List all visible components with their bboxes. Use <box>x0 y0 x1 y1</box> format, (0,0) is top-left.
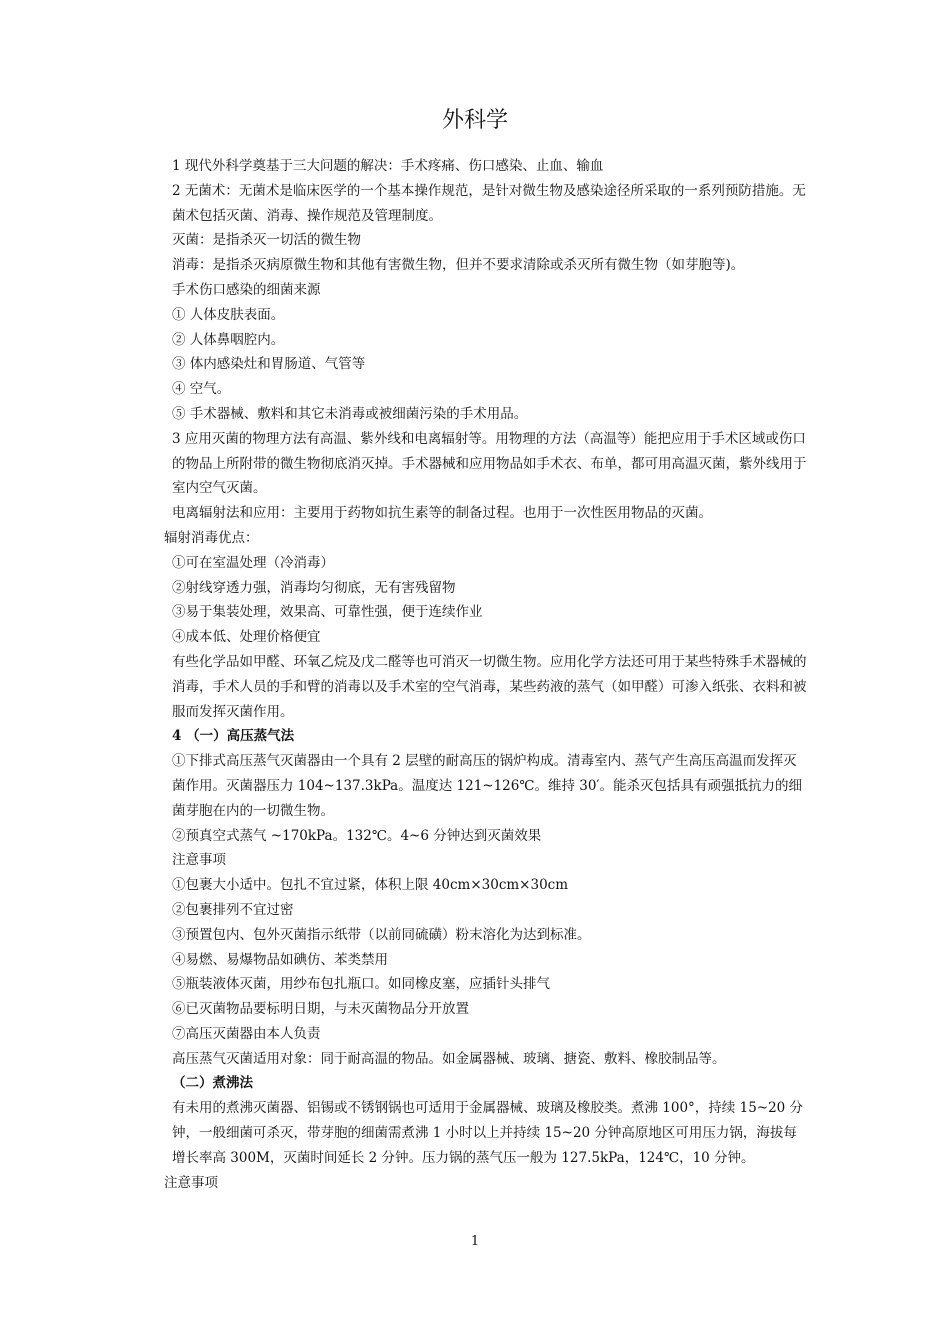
definition-disinfection: 消毒：是指杀灭病原微生物和其他有害微生物，但并不要求清除或杀灭所有微生物（如芽胞等)。 <box>172 257 745 274</box>
list-item: ②包裹排列不宜过密 <box>172 901 294 918</box>
list-item: ④易燃、易爆物品如碘仿、苯类禁用 <box>172 951 388 968</box>
list-item: ①包裹大小适中。包扎不宜过紧，体积上限 40cm×30cm×30cm <box>172 877 569 894</box>
notes-heading-2: 注意事项 <box>164 1174 218 1191</box>
paragraph-1: 1 现代外科学奠基于三大问题的解决：手术疼痛、伤口感染、止血、输血 <box>172 158 604 174</box>
notes-heading: 注意事项 <box>172 852 226 869</box>
list-item: ② 人体鼻咽腔内。 <box>172 331 285 348</box>
list-item: ③ 体内感染灶和胃肠道、气管等 <box>172 356 366 373</box>
list-item: ① 人体皮肤表面。 <box>172 306 285 323</box>
list-item: ⑤瓶装液体灭菌，用纱布包扎瓶口。如同橡皮塞，应插针头排气 <box>172 976 550 993</box>
list-item: ④成本低、处理价格便宜 <box>172 629 321 646</box>
page-title: 外科学 <box>441 108 508 133</box>
paragraph-boiling: 有未用的煮沸灭菌器、铝锡或不锈钢锅也可适用于金属器械、玻璃及橡胶类。煮沸 100°，持续 15~20 分钟，一般细菌可杀灭，带芽胞的细菌需煮沸 1 小时以上并持续 15~20 分钟高原地区可用压力锅，海拔每增长率高 300M，灭菌时间延长 2 分钟。压力锅的蒸气压一般为 127.5kPa，124℃，10 分钟。 <box>172 1100 804 1166</box>
list-item: ⑥已灭菌物品要标明日期，与未灭菌物品分开放置 <box>172 1001 469 1018</box>
document-body <box>164 154 808 1195</box>
paragraph-2: 2 无菌术：无菌术是临床医学的一个基本操作规范，是针对微生物及感染途径所采取的一系列预防措施。无菌术包括灭菌、消毒、操作规范及管理制度。 <box>172 182 806 224</box>
paragraph-ionizing: 电离辐射法和应用：主要用于药物如抗生素等的制备过程。也用于一次性医用物品的灭菌。 <box>172 505 712 522</box>
list-item: ④ 空气。 <box>172 381 231 398</box>
section-heading-steam: 4 （一）高压蒸气法 <box>172 728 295 745</box>
radiation-advantages-heading: 辐射消毒优点： <box>164 529 259 546</box>
infection-sources-heading: 手术伤口感染的细菌来源 <box>172 281 321 298</box>
paragraph-steam-1: ①下排式高压蒸气灭菌器由一个具有 2 层壁的耐高压的锅炉构成。清毒室内、蒸气产生高压高温而发挥灭菌作用。灭菌器压力 104~137.3kPa。温度达 121~126℃。维持 30′。能杀灭包括具有顽强抵抗力的细菌芽胞在内的一切微生物。 <box>172 753 802 819</box>
list-item: ③预置包内、包外灭菌指示纸带（以前同硫磺）粉末溶化为达到标准。 <box>172 926 591 943</box>
list-item: ⑦高压灭菌器由本人负责 <box>172 1025 321 1042</box>
page-number: 1 <box>470 1234 480 1249</box>
list-item: ⑤ 手术器械、敷料和其它未消毒或被细菌污染的手术用品。 <box>172 405 528 422</box>
list-item: ③易于集装处理，效果高、可靠性强，便于连续作业 <box>172 604 483 621</box>
paragraph-3: 3 应用灭菌的物理方法有高温、紫外线和电离辐射等。用物理的方法（高温等）能把应用于手术区域或伤口的物品上所附带的微生物彻底消灭掉。手术器械和应用物品如手术衣、布单，都可用高温灭菌，紫外线用于室内空气灭菌。 <box>172 430 807 497</box>
list-item: ①可在室温处理（冷消毒） <box>172 554 334 571</box>
list-item: ②射线穿透力强，消毒均匀彻底，无有害残留物 <box>172 579 456 596</box>
definition-sterilization: 灭菌：是指杀灭一切活的微生物 <box>172 232 361 249</box>
paragraph-steam-targets: 高压蒸气灭菌适用对象：同于耐高温的物品。如金属器械、玻璃、搪瓷、敷料、橡胶制品等。 <box>172 1050 726 1067</box>
paragraph-steam-2: ②预真空式蒸气 ~170kPa。132℃。4~6 分钟达到灭菌效果 <box>172 827 542 844</box>
paragraph-chemical: 有些化学品如甲醛、环氧乙烷及戊二醛等也可消灭一切微生物。应用化学方法还可用于某些特殊手术器械的消毒，手术人员的手和臂的消毒以及手术室的空气消毒，某些药液的蒸气（如甲醛）可渗入纸张、衣料和被服而发挥灭菌作用。 <box>172 653 807 720</box>
section-heading-boiling: （二）煮沸法 <box>172 1075 253 1092</box>
